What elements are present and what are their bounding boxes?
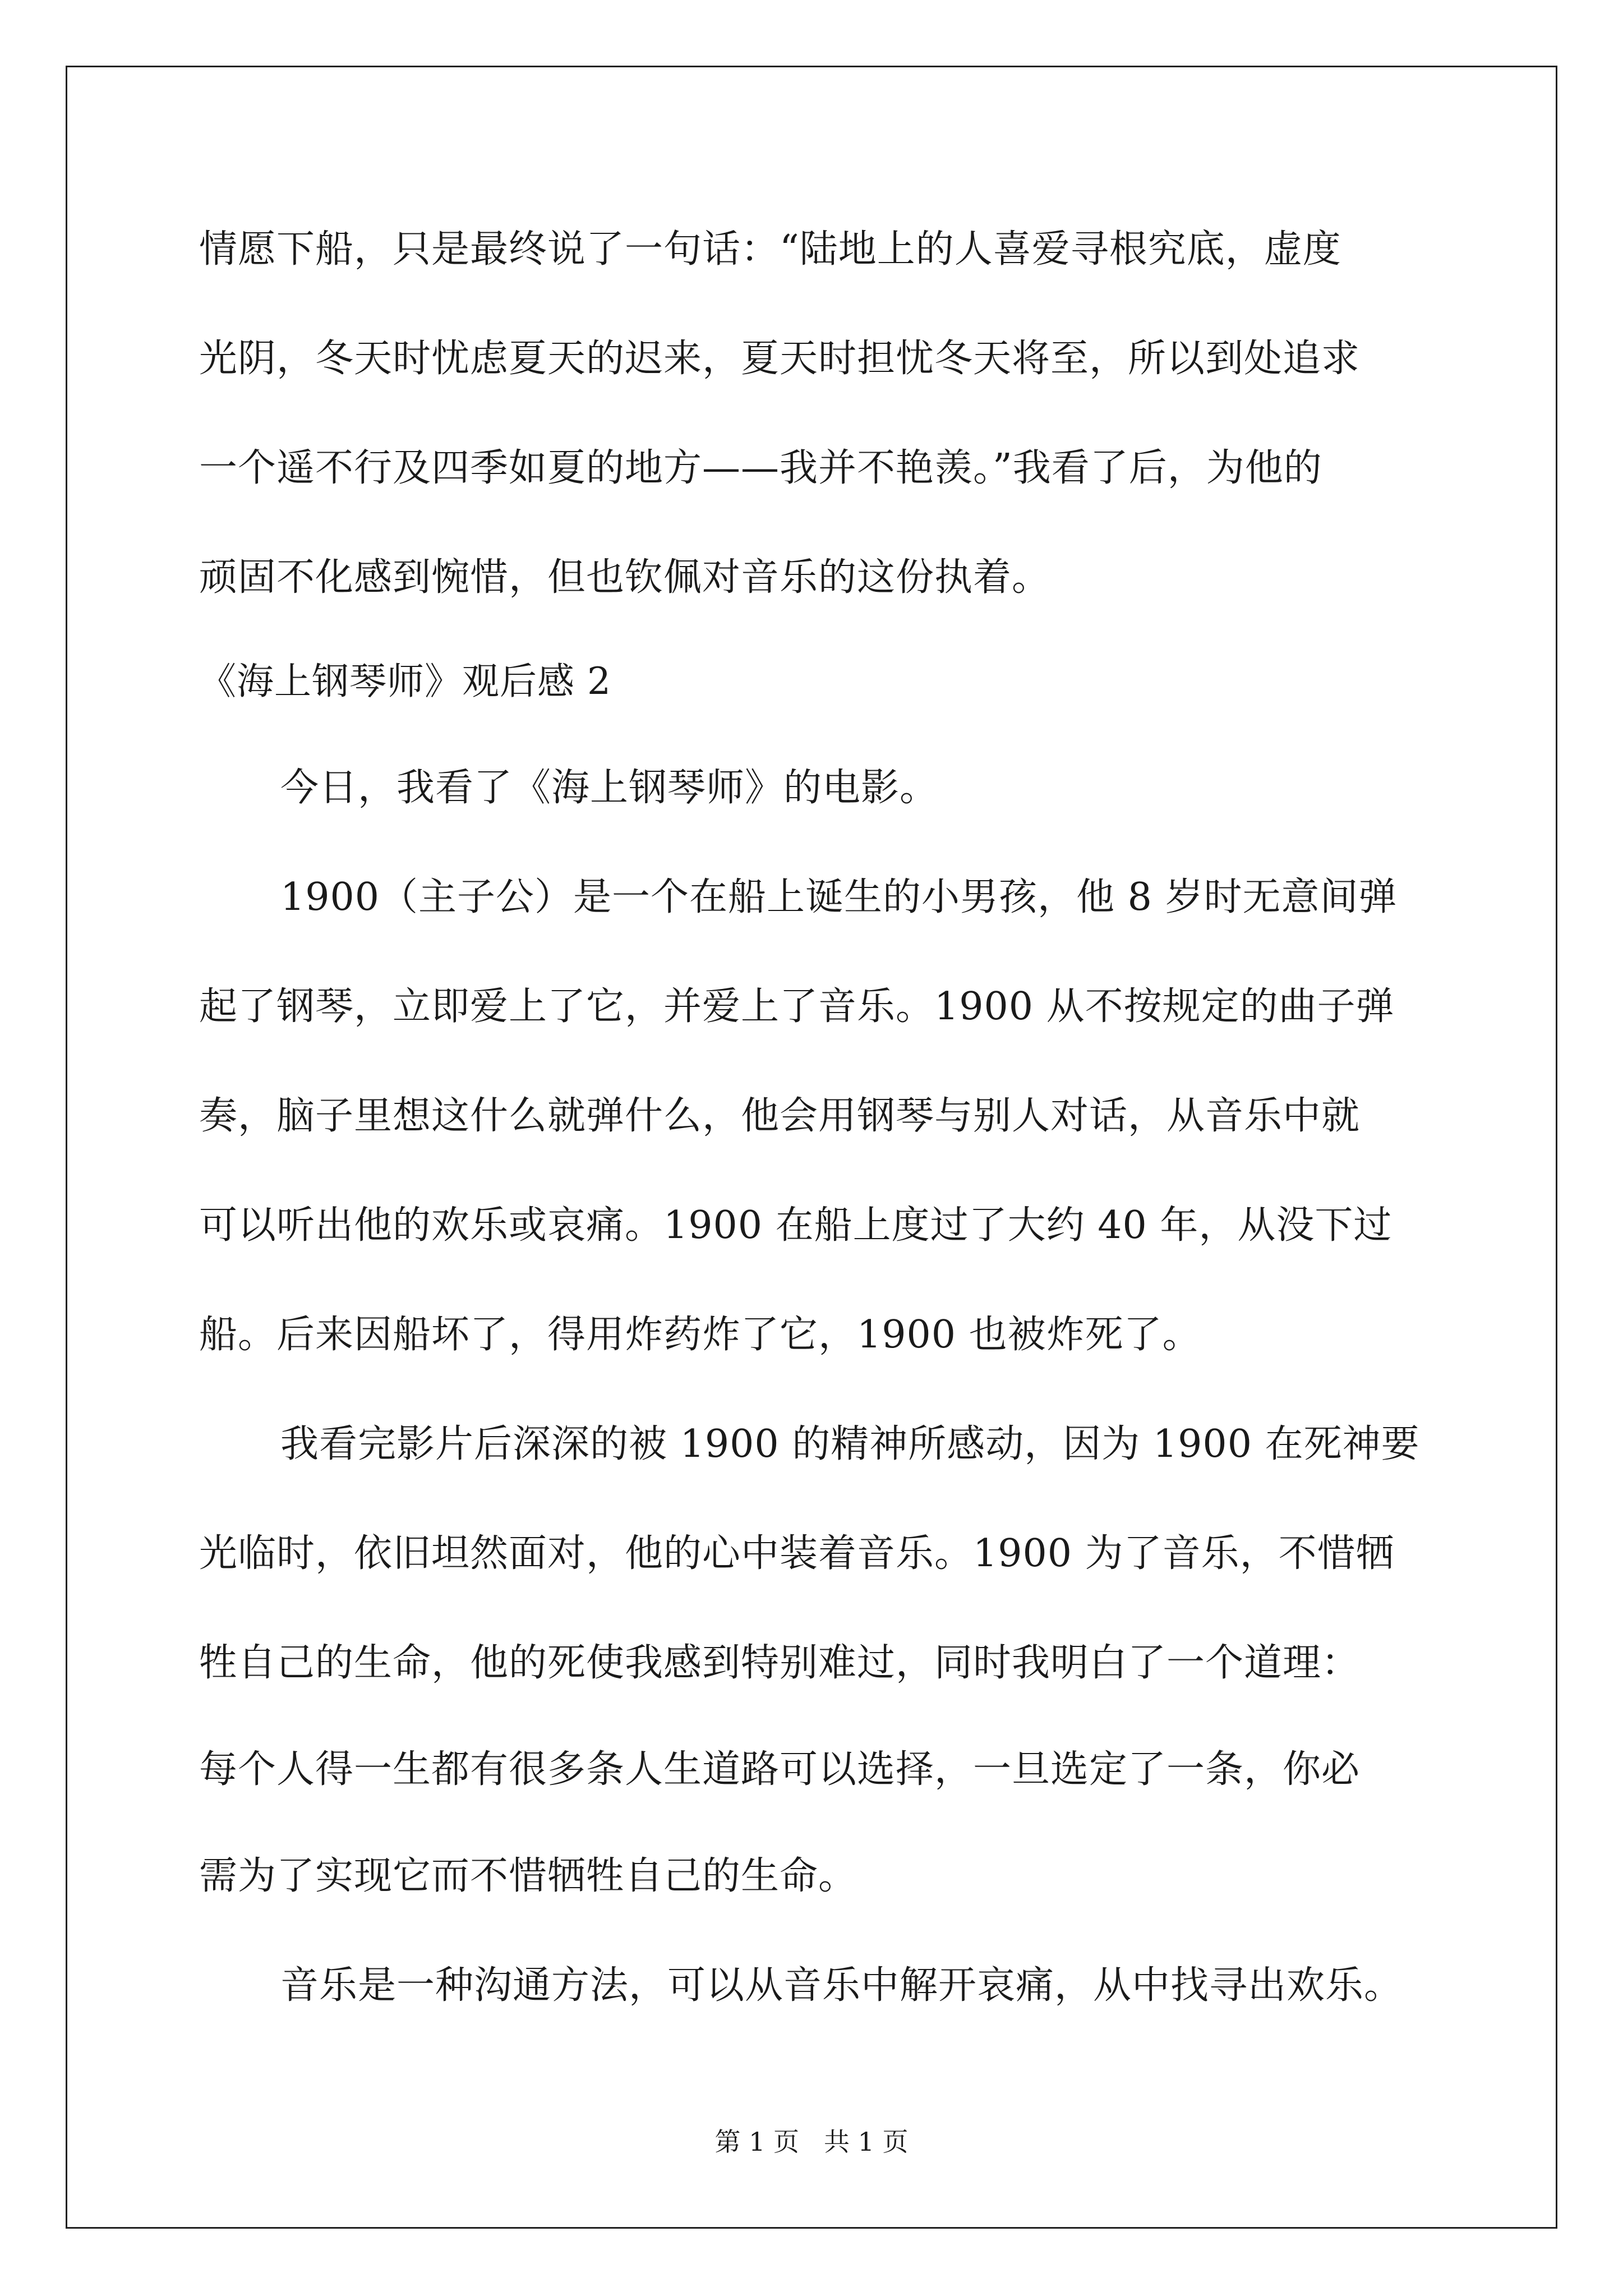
page-number: 第 1 页 [714,2127,799,2157]
body-line: 今日，我看了《海上钢琴师》的电影。 [280,766,939,810]
body-line: 光临时，依旧坦然面对，他的心中装着音乐。1900 为了音乐，不惜牺 [199,1531,1395,1576]
section-heading: 《海上钢琴师》观后感 2 [199,660,611,703]
body-line: 我看完影片后深深的被 1900 的精神所感动，因为 1900 在死神要 [280,1422,1420,1466]
body-line: 音乐是一种沟通方法，可以从音乐中解开哀痛，从中找寻出欢乐。 [280,1963,1403,2008]
body-line: 起了钢琴，立即爱上了它，并爱上了音乐。1900 从不按规定的曲子弹 [199,984,1395,1029]
page-footer [0,2125,1623,2159]
body-line: 船。后来因船坏了，得用炸药炸了它，1900 也被炸死了。 [199,1313,1201,1357]
body-line: 牲自己的生命，他的死使我感到特别难过，同时我明白了一个道理： [199,1641,1361,1685]
body-line: 一个遥不行及四季如夏的地方——我并不艳羡。”我看了后，为他的 [199,446,1322,490]
body-line: 奏，脑子里想这什么就弹什么，他会用钢琴与别人对话，从音乐中就 [199,1094,1361,1138]
body-line: 顽固不化感到惋惜，但也钦佩对音乐的这份执着。 [199,555,1051,600]
body-line: 可以听出他的欢乐或哀痛。1900 在船上度过了大约 40 年，从没下过 [199,1203,1393,1248]
body-line: 情愿下船，只是最终说了一句话：“陆地上的人喜爱寻根究底，虚度 [199,227,1341,272]
body-line: 每个人得一生都有很多条人生道路可以选择，一旦选定了一条，你必 [199,1747,1361,1792]
page-total: 共 1 页 [824,2127,909,2157]
body-line: 1900（主子公）是一个在船上诞生的小男孩，他 8 岁时无意间弹 [280,875,1398,919]
body-line: 需为了实现它而不惜牺牲自己的生命。 [199,1854,857,1898]
body-line: 光阴，冬天时忧虑夏天的迟来，夏天时担忧冬天将至，所以到处追求 [199,337,1361,381]
page-border [66,66,1557,2229]
